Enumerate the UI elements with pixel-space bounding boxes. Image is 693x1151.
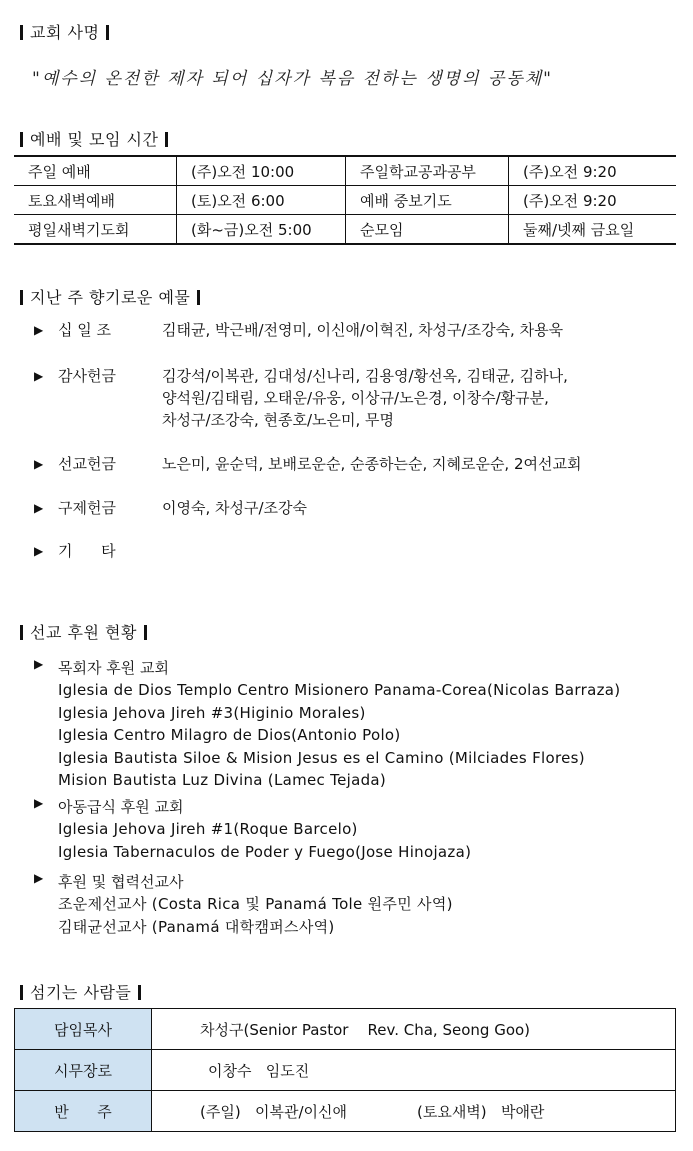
- list-item: Iglesia Jehova Jireh #1(Roque Barcelo): [58, 820, 358, 838]
- title-bar-left: [20, 625, 23, 640]
- table-cell: 토요새벽예배: [14, 186, 177, 215]
- section-title-mission-support: [20, 620, 147, 643]
- offering-label: 십 일 조: [58, 321, 112, 339]
- offering-label: 감사헌금: [58, 367, 116, 385]
- offering-line: 노은미, 윤순덕, 보배로운순, 순종하는순, 지혜로운순, 2여선교회: [162, 455, 582, 473]
- section-title-text: 예배 및 모임 시간: [30, 130, 159, 149]
- offering-names: [162, 319, 693, 341]
- offering-names: [162, 365, 693, 431]
- support-group-heading: 목회자 후원 교회: [58, 659, 169, 677]
- support-group-list: [58, 818, 471, 863]
- offering-line: 이영숙, 차성구/조강숙: [162, 499, 308, 517]
- section-title-text: 지난 주 향기로운 예물: [30, 288, 191, 307]
- offering-names: [162, 453, 693, 475]
- offering-line: 차성구/조강숙, 현종호/노은미, 무명: [162, 411, 395, 429]
- table-cell: (토)오전 6:00: [177, 186, 346, 215]
- list-item: Iglesia de Dios Templo Centro Misionero Panama-Corea(Nicolas Barraza): [58, 681, 621, 699]
- support-group-heading: 아동급식 후원 교회: [58, 798, 184, 816]
- table-cell: 순모임: [346, 215, 509, 245]
- triangle-right-icon: ▶: [34, 457, 44, 471]
- section-title-text: 선교 후원 현황: [30, 623, 137, 642]
- offering-line: 김강석/이복관, 김대성/신나리, 김용영/황선옥, 김태균, 김하나,: [162, 367, 568, 385]
- offering-label: 기 타: [58, 542, 116, 560]
- section-title-text: 교회 사명: [30, 23, 100, 42]
- list-item: 조운제선교사 (Costa Rica 및 Panamá Tole 원주민 사역): [58, 895, 453, 913]
- title-bar-left: [20, 132, 23, 147]
- offering-names: [162, 497, 693, 519]
- title-bar-right: [138, 985, 141, 1000]
- triangle-right-icon: ▶: [34, 323, 44, 337]
- accompanist-saturday: (토요새벽) 박애란: [416, 1102, 545, 1121]
- table-cell: (주)오전 9:20: [509, 186, 677, 215]
- title-bar-right: [197, 290, 200, 305]
- title-bar-left: [20, 290, 23, 305]
- table-cell: (주)오전 10:00: [177, 156, 346, 186]
- title-bar-right: [106, 25, 109, 40]
- list-item: Iglesia Bautista Siloe & Mision Jesus es el Camino (Milciades Flores): [58, 748, 585, 767]
- list-item: Iglesia Jehova Jireh #3(Higinio Morales): [58, 703, 366, 722]
- role-label: 시무장로: [15, 1050, 152, 1091]
- list-item: Iglesia Centro Milagro de Dios(Antonio Polo): [58, 726, 401, 744]
- list-item: Mision Bautista Luz Divina (Lamec Tejada): [58, 771, 387, 789]
- section-title-offerings: [20, 285, 200, 308]
- table-row: [15, 1050, 676, 1091]
- offering-label: 구제헌금: [58, 499, 116, 517]
- offering-label: 선교헌금: [58, 455, 116, 473]
- triangle-right-icon: ▶: [34, 544, 44, 558]
- section-title-text: 섬기는 사람들: [30, 983, 132, 1002]
- role-value: [152, 1091, 676, 1132]
- accompanist-sunday: (주일) 이복관/이신애: [200, 1102, 347, 1121]
- title-bar-left: [20, 985, 23, 1000]
- list-item: 김태균선교사 (Panamá 대학캠퍼스사역): [58, 917, 335, 936]
- role-label: 담임목사: [15, 1009, 152, 1050]
- triangle-right-icon: ▶: [34, 796, 44, 810]
- section-title-mission: [20, 20, 109, 43]
- triangle-right-icon: ▶: [34, 501, 44, 515]
- section-title-worship: [20, 127, 168, 150]
- role-value: 이창수 임도진: [152, 1050, 676, 1091]
- title-bar-right: [144, 625, 147, 640]
- table-row: [15, 1091, 676, 1132]
- servants-table: [14, 1008, 676, 1132]
- table-cell: 평일새벽기도회: [14, 215, 177, 245]
- church-motto: "예수의 온전한 제자 되어 십자가 복음 전하는 생명의 공동체": [32, 69, 553, 89]
- table-row: [14, 156, 676, 186]
- offering-line: 양석원/김태림, 오태운/유웅, 이상규/노은경, 이창수/황규분,: [162, 389, 549, 407]
- support-group-list: [58, 679, 620, 792]
- title-bar-left: [20, 25, 23, 40]
- table-cell: 둘째/넷째 금요일: [509, 215, 677, 245]
- role-value: 차성구(Senior Pastor Rev. Cha, Seong Goo): [152, 1009, 676, 1050]
- section-title-servants: [20, 980, 141, 1003]
- table-row: [14, 215, 676, 245]
- title-bar-right: [165, 132, 168, 147]
- table-cell: (화~금)오전 5:00: [177, 215, 346, 245]
- triangle-right-icon: ▶: [34, 657, 44, 671]
- list-item: Iglesia Tabernaculos de Poder y Fuego(Jose Hinojaza): [58, 842, 472, 861]
- table-cell: 주일학교공과공부: [346, 156, 509, 186]
- table-row: [15, 1009, 676, 1050]
- role-label: 반 주: [15, 1091, 152, 1132]
- triangle-right-icon: ▶: [34, 871, 44, 885]
- triangle-right-icon: ▶: [34, 369, 44, 383]
- table-cell: 예배 중보기도: [346, 186, 509, 215]
- table-row: [14, 186, 676, 215]
- worship-schedule-table: [14, 155, 676, 245]
- table-cell: (주)오전 9:20: [509, 156, 677, 186]
- table-cell: 주일 예배: [28, 162, 91, 181]
- support-group-list: [58, 893, 453, 938]
- support-group-heading: 후원 및 협력선교사: [58, 873, 184, 891]
- offering-line: 김태균, 박근배/전영미, 이신애/이혁진, 차성구/조강숙, 차용욱: [162, 321, 564, 339]
